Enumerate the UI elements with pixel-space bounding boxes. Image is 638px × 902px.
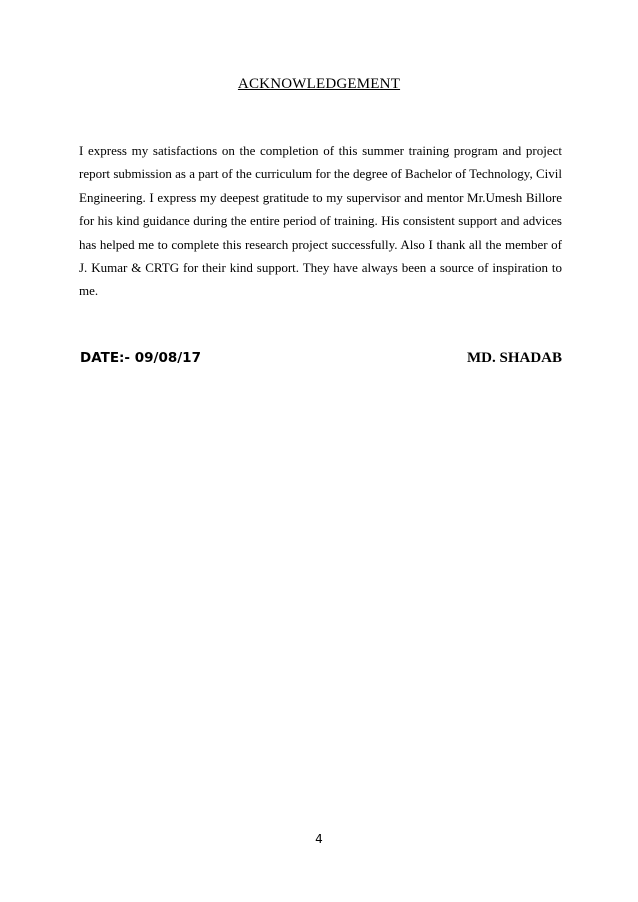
signatory-name: MD. SHADAB — [466, 350, 562, 366]
acknowledgement-paragraph: I express my satisfactions on the completion of this summer training program and project report submission as a part of the curriculum for the degree of Bachelor of Technology, Civil Engineering. I express my deepest gratitude to my supervisor and mentor Mr.Umesh Billore for his kind guidance during the entire period of training. His consistent support and advices has helped me to complete this research project successfully. Also I thank all the member of J. Kumar & CRTG for their kind support. They have always been a source of inspiration to me. — [79, 143, 562, 299]
date-label: DATE:- 09/08/17 — [80, 350, 201, 366]
page-title: ACKNOWLEDGEMENT — [237, 76, 401, 92]
page-number: 4 — [315, 832, 323, 846]
